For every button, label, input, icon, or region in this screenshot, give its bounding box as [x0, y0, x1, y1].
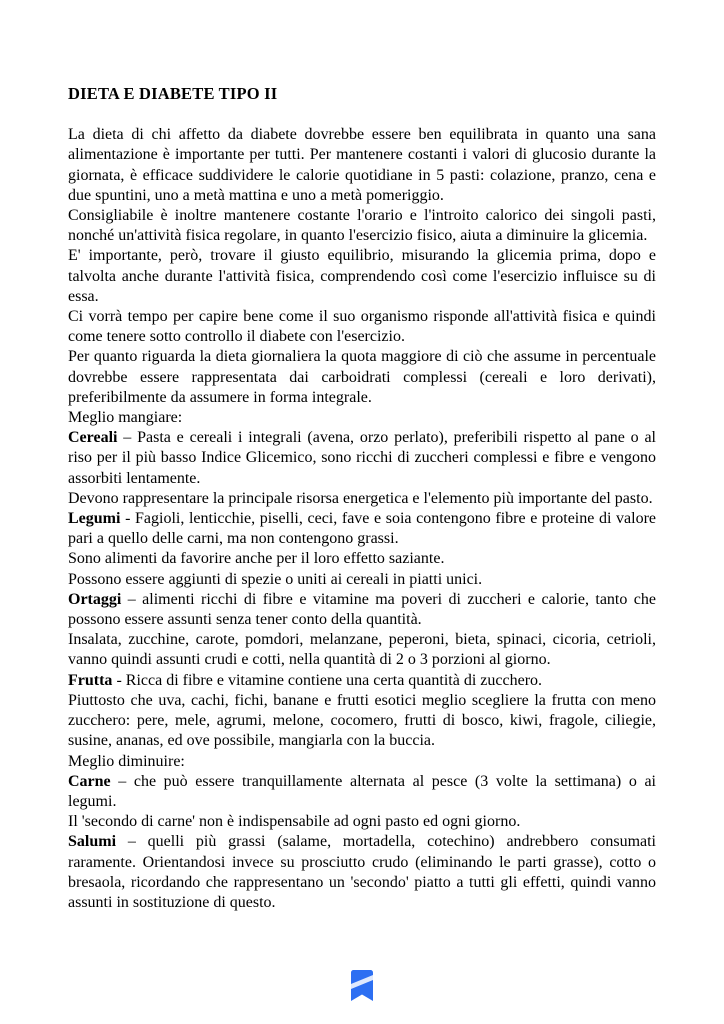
- bookmark-ribbon-icon: [351, 970, 373, 1002]
- term-label: Ortaggi: [68, 590, 122, 608]
- term-label: Legumi: [68, 510, 121, 528]
- paragraph-text: Meglio diminuire:: [68, 752, 185, 770]
- paragraph-text: – quelli più grassi (salame, mortadella, cotechino) andrebbero consumati raramente. Orientandosi invece su prosciutto crudo (eliminando le parti grasse), cotto o bresaola, ricordando che rappresentano un 'secondo' piatto a tutti gli effetti, quindi vanno assunti in sostituzione di questo.: [68, 833, 656, 911]
- paragraph: [68, 347, 656, 408]
- paragraph: [68, 812, 656, 832]
- term-label: Cereali: [68, 429, 118, 447]
- paragraph-text: – alimenti ricchi di fibre e vitamine ma poveri di zuccheri e calorie, tanto che possono essere assunti senza tener conto della quantità.: [68, 590, 656, 629]
- paragraph: [68, 489, 656, 509]
- paragraph: [68, 428, 656, 489]
- paragraph-text: Piuttosto che uva, cachi, fichi, banane e frutti esotici meglio scegliere la frutta con meno zucchero: pere, mele, agrumi, melone, cocomero, frutti di bosco, kiwi, fragole, ciliegie, susine, ananas, ed ove possibile, mangiarla con la buccia.: [68, 691, 656, 750]
- paragraph: [68, 691, 656, 752]
- paragraph: [68, 570, 656, 590]
- paragraph-text: Ci vorrà tempo per capire bene come il suo organismo risponde all'attività fisica e quindi come tenere sotto controllo il diabete con l'esercizio.: [68, 308, 656, 346]
- paragraph: [68, 206, 656, 246]
- paragraph: [68, 590, 656, 630]
- paragraph-text: Insalata, zucchine, carote, pomdori, melanzane, peperoni, bieta, spinaci, cicoria, cetrioli, vanno quindi assunti crudi e cotti, nella quantità di 2 o 3 porzioni al giorno.: [68, 631, 656, 669]
- paragraph-text: La dieta di chi affetto da diabete dovrebbe essere ben equilibrata in quanto una sana alimentazione è importante per tutti. Per mantenere costanti i valori di glucosio durante la giornata, è efficace suddividere le calorie quotidiane in 5 pasti: colazione, pranzo, cena e due spuntini, uno a metà mattina e uno a metà pomeriggio.: [68, 126, 656, 204]
- paragraph-text: Sono alimenti da favorire anche per il loro effetto saziante.: [68, 550, 445, 568]
- paragraph: [68, 408, 656, 428]
- paragraph-text: – Pasta e cereali i integrali (avena, orzo perlato), preferibili rispetto al pane o al riso per il più basso Indice Glicemico, sono ricchi di zuccheri complessi e fibre e vengono assorbiti lentamente.: [68, 429, 656, 487]
- paragraph: [68, 630, 656, 670]
- term-label: Frutta: [68, 671, 113, 689]
- paragraph: [68, 832, 656, 913]
- paragraph-text: E' importante, però, trovare il giusto equilibrio, misurando la glicemia prima, dopo e talvolta anche durante l'attività fisica, comprendendo così come l'esercizio influisce su di essa.: [68, 247, 656, 305]
- document-title: DIETA E DIABETE TIPO II: [68, 84, 278, 103]
- paragraph-text: – che può essere tranquillamente alternata al pesce (3 volte la settimana) o ai legumi.: [68, 772, 656, 810]
- term-label: Carne: [68, 772, 111, 790]
- paragraph-text: Per quanto riguarda la dieta giornaliera la quota maggiore di ciò che assume in percentuale dovrebbe essere rappresentata dai carboidrati complessi (cereali e loro derivati), preferibilmente da assumere in forma integrale.: [68, 348, 656, 406]
- paragraph-text: Possono essere aggiunti di spezie o uniti ai cereali in piatti unici.: [68, 570, 483, 588]
- paragraph: [68, 671, 656, 691]
- paragraph-text: Consigliabile è inoltre mantenere costante l'orario e l'introito calorico dei singoli pasti, nonché un'attività fisica regolare, in quanto l'esercizio fisico, aiuta a diminuire la glicemia.: [68, 207, 656, 245]
- paragraph-text: Il 'secondo di carne' non è indispensabile ad ogni pasto ed ogni giorno.: [68, 813, 521, 831]
- paragraph-text: Meglio mangiare:: [68, 409, 183, 427]
- studylib-logo[interactable]: [351, 970, 373, 1002]
- paragraph-text: - Fagioli, lenticchie, piselli, ceci, fave e soia contengono fibre e proteine di valore pari a quello delle carni, ma non contengono grassi.: [68, 510, 656, 548]
- paragraph: [68, 752, 656, 772]
- paragraph: [68, 772, 656, 812]
- document-body: [68, 84, 656, 913]
- paragraph-text: Devono rappresentare la principale risorsa energetica e l'elemento più importante del pasto.: [68, 489, 653, 507]
- term-label: Salumi: [68, 833, 117, 851]
- paragraph: [68, 549, 656, 569]
- paragraph: [68, 246, 656, 307]
- paragraph-text: - Ricca di fibre e vitamine contiene una certa quantità di zucchero.: [112, 671, 543, 689]
- paragraph: [68, 509, 656, 549]
- paragraph: [68, 125, 656, 206]
- paragraph: [68, 307, 656, 347]
